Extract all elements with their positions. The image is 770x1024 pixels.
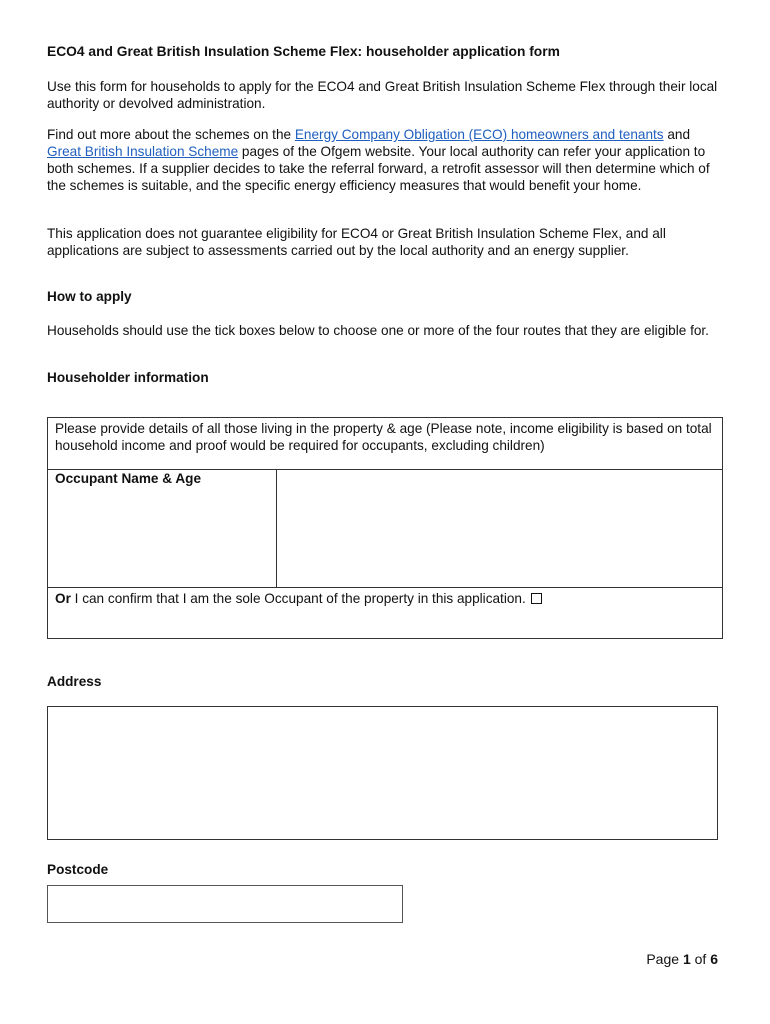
find-out-prefix: Find out more about the schemes on the	[47, 127, 295, 142]
postcode-heading: Postcode	[47, 862, 109, 877]
find-out-paragraph	[47, 126, 723, 194]
find-out-suffix: pages of the Ofgem website. Your local authority can refer your application to both schemes. If a supplier decides to take the referral forward, a retrofit assessor will then determine which of the schemes is suitable, and the specific energy efficiency measures that would benefit your home.	[47, 144, 710, 193]
sole-occupant-row	[48, 587, 722, 638]
address-heading: Address	[47, 674, 102, 689]
occupant-table	[47, 417, 723, 639]
householder-heading: Householder information	[47, 370, 209, 385]
disclaimer-paragraph: This application does not guarantee eligibility for ECO4 or Great British Insulation Scheme Flex, and all applications are subject to assessments carried out by the local authority and an energy supplier.	[47, 226, 666, 258]
how-to-apply-heading: How to apply	[47, 289, 132, 304]
address-field[interactable]	[47, 706, 718, 840]
page-word: Page	[646, 951, 683, 967]
sole-or-label: Or	[55, 591, 71, 606]
page-number	[646, 951, 718, 967]
postcode-field[interactable]	[47, 885, 403, 923]
eco-link[interactable]: Energy Company Obligation (ECO) homeowners and tenants	[294, 127, 664, 142]
intro-paragraph: Use this form for households to apply for the ECO4 and Great British Insulation Scheme Flex through their local authority or devolved administration.	[47, 79, 718, 111]
find-out-middle: and	[663, 127, 691, 142]
occupant-table-intro: Please provide details of all those living in the property & age (Please note, income eligibility is based on total household income and proof would be required for occupants, excluding children)	[48, 418, 722, 470]
total-pages: 6	[710, 951, 718, 967]
current-page: 1	[682, 951, 691, 967]
gbis-link[interactable]: Great British Insulation Scheme	[47, 144, 239, 159]
how-to-apply-text: Households should use the tick boxes below to choose one or more of the four routes that they are eligible for.	[47, 323, 709, 338]
sole-occupant-checkbox[interactable]	[531, 593, 542, 604]
form-title: ECO4 and Great British Insulation Scheme Flex: householder application form	[47, 44, 560, 59]
occupant-name-age-label: Occupant Name & Age	[48, 470, 277, 587]
of-word: of	[690, 951, 711, 967]
sole-occupant-text: I can confirm that I am the sole Occupant of the property in this application.	[70, 591, 526, 606]
occupant-details-field[interactable]	[277, 470, 722, 587]
